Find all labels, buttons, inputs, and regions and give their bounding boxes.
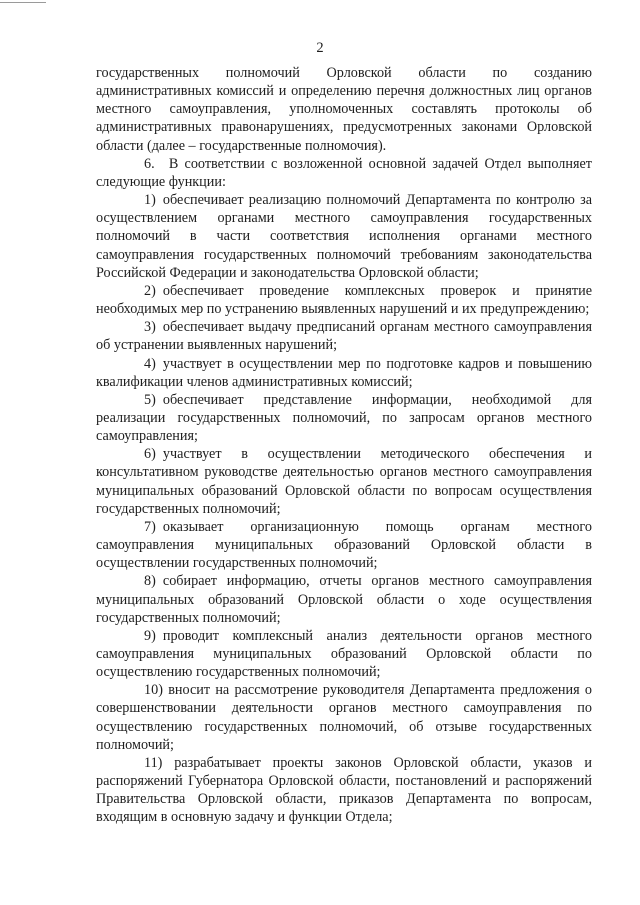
paragraph-item-6: 6. В соответствии с возложенной основной задачей Отдел выполняет следующие функции: (96, 155, 592, 190)
paragraph-function-3: 3) обеспечивает выдачу предписаний органам местного самоуправления об устранении выявленных нарушений; (96, 319, 592, 354)
scan-artifact-line (0, 2, 46, 3)
paragraph-function-11: 11) разрабатывает проекты законов Орловской области, указов и распоряжений Губернатора Орловской области, постановлений и распоряжений Правительства Орловской области, приказов Департамента по вопросам, входящим в основную задачу и функции Отдела; (96, 754, 592, 826)
page-number: 2 (316, 40, 324, 56)
paragraph-function-2: 2) обеспечивает проведение комплексных проверок и принятие необходимых мер по устранению выявленных нарушений и их предупреждению; (96, 282, 592, 318)
document-body (96, 64, 592, 827)
paragraph-function-6: 6) участвует в осуществлении методического обеспечения и консультативном руководстве деятельностью органов местного самоуправления муниципальных образований Орловской области по вопросам осуществления государственных полномочий; (96, 446, 592, 517)
paragraph-intro-continuation: государственных полномочий Орловской области по созданию административных комиссий и определению перечня должностных лиц органов местного самоуправления, уполномоченных составлять протоколы об административных правонарушениях, предусмотренных законами Орловской области (далее – государственные полномочия). (96, 65, 592, 154)
paragraph-function-1: 1) обеспечивает реализацию полномочий Департамента по контролю за осуществлением органами местного самоуправления государственных полномочий в части соответствия исполнения органами местного самоуправления государственных полномочий требованиям законодательства Российской Федерации и законодательства Орловской области; (96, 192, 592, 281)
paragraph-function-9: 9) проводит комплексный анализ деятельности органов местного самоуправления муниципальных образований Орловской области по осуществлению государственных полномочий; (96, 627, 592, 681)
paragraph-function-5: 5) обеспечивает представление информации, необходимой для реализации государственных полномочий, по запросам органов местного самоуправления; (96, 391, 592, 445)
paragraph-function-4: 4) участвует в осуществлении мер по подготовке кадров и повышению квалификации членов административных комиссий; (96, 355, 592, 390)
paragraph-function-7: 7) оказывает организационную помощь органам местного самоуправления муниципальных образований Орловской области в осуществлении государственных полномочий; (96, 518, 592, 572)
paragraph-function-8: 8) собирает информацию, отчеты органов местного самоуправления муниципальных образований Орловской области о ходе осуществления государственных полномочий; (96, 573, 592, 626)
paragraph-function-10: 10) вносит на рассмотрение руководителя Департамента предложения о совершенствовании деятельности органов местного самоуправления по осуществлению государственных полномочий, об отзыве государственных полномочий; (96, 682, 592, 753)
